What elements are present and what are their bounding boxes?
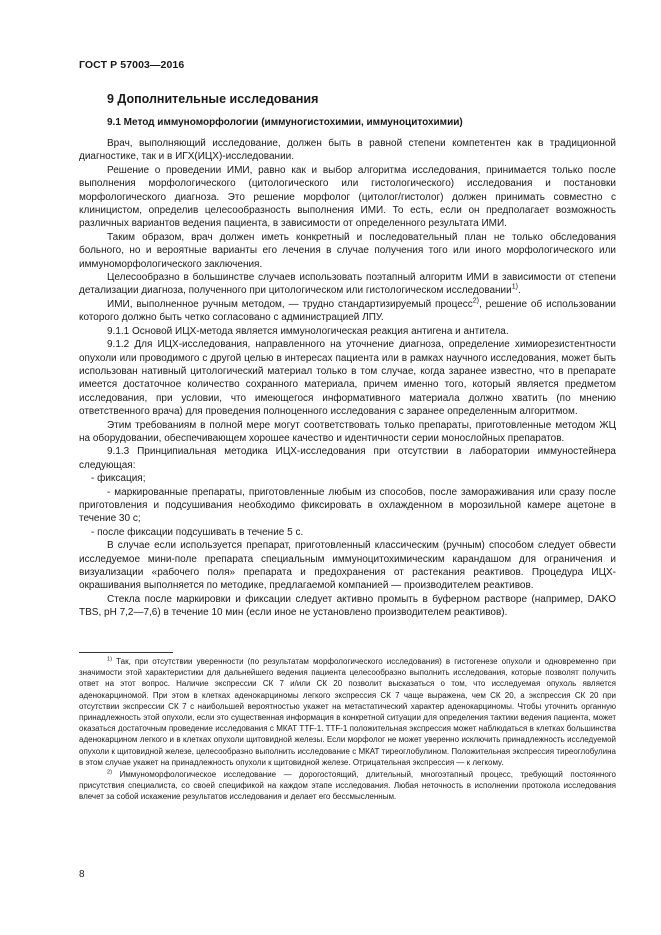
footnote [79, 769, 616, 803]
paragraph-text: , решение об использовании которого должно быть четко согласовано с администрацией ЛПУ. [79, 298, 616, 324]
footnote-divider [79, 652, 173, 653]
paragraph: В случае если используется препарат, приготовленный классическим (ручным) способом следует обвести исследуемое мини-поле препарата специальным иммуноцитохимическим карандашом для ограничения и визуализации «рабочего поля» препарата и предохранения от растекания реактивов. Процедура ИЦХ-окрашивания выполняется по методике, предлагаемой компанией — производителем реактивов. [79, 540, 616, 592]
standard-header: ГОСТ Р 57003—2016 [79, 59, 185, 71]
footnote-ref-1[interactable]: 1) [511, 284, 518, 292]
paragraph-text: . [517, 285, 521, 297]
paragraph: Таким образом, врач должен иметь конкретный и последовательный план не только обследования больного, но и вероятные варианты его лечения в случае получения того или иного морфологического или иммуноморфологического заключения. [79, 231, 616, 270]
paragraph: 9.1.3 Принципиальная методика ИЦХ-исследования при отсутствии в лаборатории иммуностейнера следующая: [79, 446, 616, 471]
paragraph [79, 271, 616, 298]
list-item: - маркированные препараты, приготовленные любым из способов, после замораживания или сразу после приготовления и подсушивания необходимо фиксировать в охлажденном в морозильной камере ацетоне в течение 30 с; [79, 486, 616, 525]
footnotes [79, 656, 616, 803]
paragraph: Этим требованиям в полной мере могут соответствовать только препараты, приготовленные методом ЖЦ на оборудовании, обеспечивающем хорошее качество и идентичности серии монослойных препаратов. [79, 419, 616, 444]
paragraph [79, 298, 616, 325]
footnote-ref-2[interactable]: 2) [472, 297, 479, 305]
paragraph-text: ИМИ, выполненное ручным методом, — трудно стандартизируемый процесс [107, 298, 473, 310]
footnote [79, 656, 616, 768]
paragraph: Врач, выполняющий исследование, должен быть в равной степени компетентен как в традиционной диагностике, так и в ИГХ(ИЦХ)-исследовании. [79, 138, 616, 163]
footnote-text: Так, при отсутствии уверенности (по результатам морфологического исследования) в гистогенезе опухоли и одновременно при значимости этой характеристики для дальнейшего ведения пациента целесообразно выполнить исследования, которые позволят получить ответ на этот вопрос. Наличие экспрессии СК 7 и/или СК 20 позволит высказаться о том, что исследуемая опухоль является аденокарциномой. При этом в клетках аденокарциномы легкого экспрессия СК 7 чаще выражена, чем СК 20, а экспрессия СК 20 при отсутствии экспрессии СК 7 с наибольшей вероятностью укажет на метастатический характер аденокарциномы. Чтобы уточнить органную принадлежность этой опухоли, если это существенная информация в конкретной ситуации для определения тактики ведения пациента, может оказаться достаточным проведение исследования с МКАТ TTF-1. TTF-1 положительная экспрессия может наблюдаться в клетках большинства аденокарцином легкого и в клетках опухоли щитовидной железы. Если морфолог не может уверенно исключить принадлежность исследуемой опухоли к щитовидной железе, целесообразно выполнить исследование с МКАТ тиреоглобулином. Положительная экспрессия тиреоглобулина в этом случае укажет на принадлежность опухоли к щитовидной железе. Отрицательная экспрессия — к легкому. [79, 657, 616, 767]
footnote-mark: 1) [107, 656, 112, 663]
footnote-text: Иммуноморфологическое исследование — дорогостоящий, длительный, многоэтапный процесс, требующий постоянного присутствия специалиста, со своей спецификой на каждом этапе исследования. Любая неточность в исполнении протокола исследования влечет за собой искажение результатов исследования и делает его бессмысленным. [79, 770, 616, 802]
page-number: 8 [79, 869, 85, 880]
paragraph: Стекла после маркировки и фиксации следует активно промыть в буферном растворе (например, DAKO TBS, pH 7,2—7,6) в течение 10 мин (если иное не установлено производителем реактивов). [79, 593, 616, 619]
subsection-title: 9.1 Метод иммуноморфологии (иммуногистохимии, иммуноцитохимии) [107, 117, 463, 128]
section-title: 9 Дополнительные исследования [107, 92, 319, 106]
footnote-mark: 2) [107, 769, 112, 776]
body-text [79, 137, 616, 620]
paragraph: Решение о проведении ИМИ, равно как и выбор алгоритма исследования, принимается только после выполнения морфологического (цитологического или гистологического) исследования и постановки морфологического диагноза. Это решение морфолог (цитолог/гистолог) должен принимать совместно с клиницистом, определив целесообразность выполнения ИМИ. То есть, если он предполагает возможность различных вариантов ведения пациента, в зависимости от определенного результата ИМИ. [79, 164, 616, 230]
paragraph-text: Целесообразно в большинстве случаев использовать поэтапный алгоритм ИМИ в зависимости от степени детализации диагноза, полученного при цитологическом или гистологическом исследовании [79, 272, 616, 297]
list-item: - после фиксации подсушивать в течение 5 с. [91, 526, 304, 538]
list-item: - фиксация; [91, 473, 146, 485]
paragraph: 9.1.1 Основой ИЦХ-метода является иммунологическая реакция антигена и антитела. [107, 325, 509, 337]
paragraph: 9.1.2 Для ИЦХ-исследования, направленного на уточнение диагноза, определение химиорезистентности опухоли или проводимого с другой целью в интересах пациента или в рамках научного исследования, может быть использован нативный цитологический материал только в том случае, когда заранее известно, что в препарате имеется достаточное количество сохранного материала, причем именно того, который является предметом исследования, при условии, что имеющегося информативного материала должно хватить (по мнению ответственного врача) для проведения полноценного исследования с заранее определенным алгоритмом. [79, 339, 616, 418]
